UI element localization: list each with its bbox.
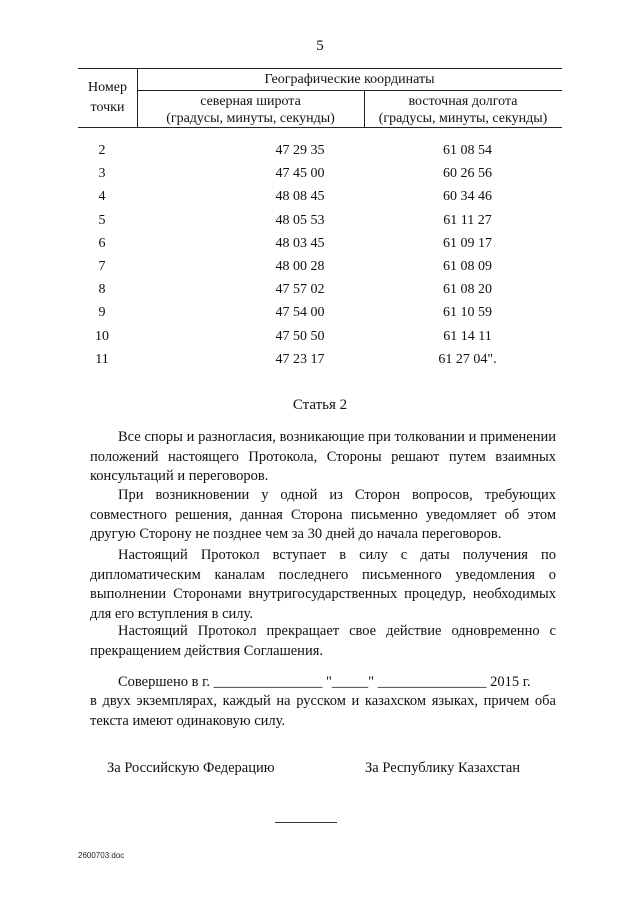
paragraph-2: При возникновении у одной из Сторон вопросов, требующих совместного решения, данная Сторона письменно уведомляет об этом другую Сторону не позднее чем за 30 дней до начала переговоров. xyxy=(90,487,556,542)
table-header-longitude: восточная долгота (градусы, минуты, секунды) xyxy=(378,94,548,126)
paragraph-1: Все споры и разногласия, возникающие при толковании и применении положений настоящего Протокола, Стороны решают путем взаимных консультаций и переговоров. xyxy=(90,429,556,484)
table-group-underline xyxy=(137,90,562,91)
end-rule xyxy=(275,822,337,823)
coordinates-table-body xyxy=(78,143,562,375)
table-row: 3 47 45 00 60 26 56 xyxy=(98,166,492,182)
table-header-coordinates: Географические координаты xyxy=(264,72,435,87)
table-row: 9 47 54 00 61 10 59 xyxy=(98,305,492,321)
table-row: 5 48 05 53 61 11 27 xyxy=(98,212,492,228)
signature-kazakhstan: За Республику Казахстан xyxy=(365,760,521,776)
table-row: 8 47 57 02 61 08 20 xyxy=(98,282,492,298)
footer-doc-name: 2600703.doc xyxy=(78,851,125,860)
signing-copies-text: в двух экземплярах, каждый на русском и казахском языках, причем оба текста имеют одинаковую силу. xyxy=(90,693,556,729)
signature-russia: За Российскую Федерацию xyxy=(107,760,275,776)
table-row: 6 48 03 45 61 09 17 xyxy=(98,235,492,251)
table-header-bottom-rule xyxy=(78,127,562,128)
signing-place-date: Совершено в г. _______________ "_____" _______________ 2015 г. xyxy=(118,674,531,690)
table-header-latitude: северная широта (градусы, минуты, секунды) xyxy=(166,94,335,126)
paragraph-4: Настоящий Протокол прекращает свое действие одновременно с прекращением действия Соглашения. xyxy=(90,623,556,659)
table-header-number: Номер точки xyxy=(88,80,127,115)
table-row: 2 47 29 35 61 08 54 xyxy=(98,143,492,158)
table-top-rule xyxy=(78,68,562,69)
page-number: 5 xyxy=(316,38,324,54)
table-row: 7 48 00 28 61 08 09 xyxy=(98,258,492,274)
table-row: 10 47 50 50 61 14 11 xyxy=(95,328,492,344)
table-row: 11 47 23 17 61 27 04". xyxy=(95,351,497,367)
table-row: 4 48 08 45 60 34 46 xyxy=(98,189,492,205)
article-title: Статья 2 xyxy=(292,397,348,413)
paragraph-3: Настоящий Протокол вступает в силу с даты получения по дипломатическим каналам последнего письменного уведомления о выполнении Сторонами внутригосударственных процедур, необходимых для его вступления в силу. xyxy=(90,547,556,622)
